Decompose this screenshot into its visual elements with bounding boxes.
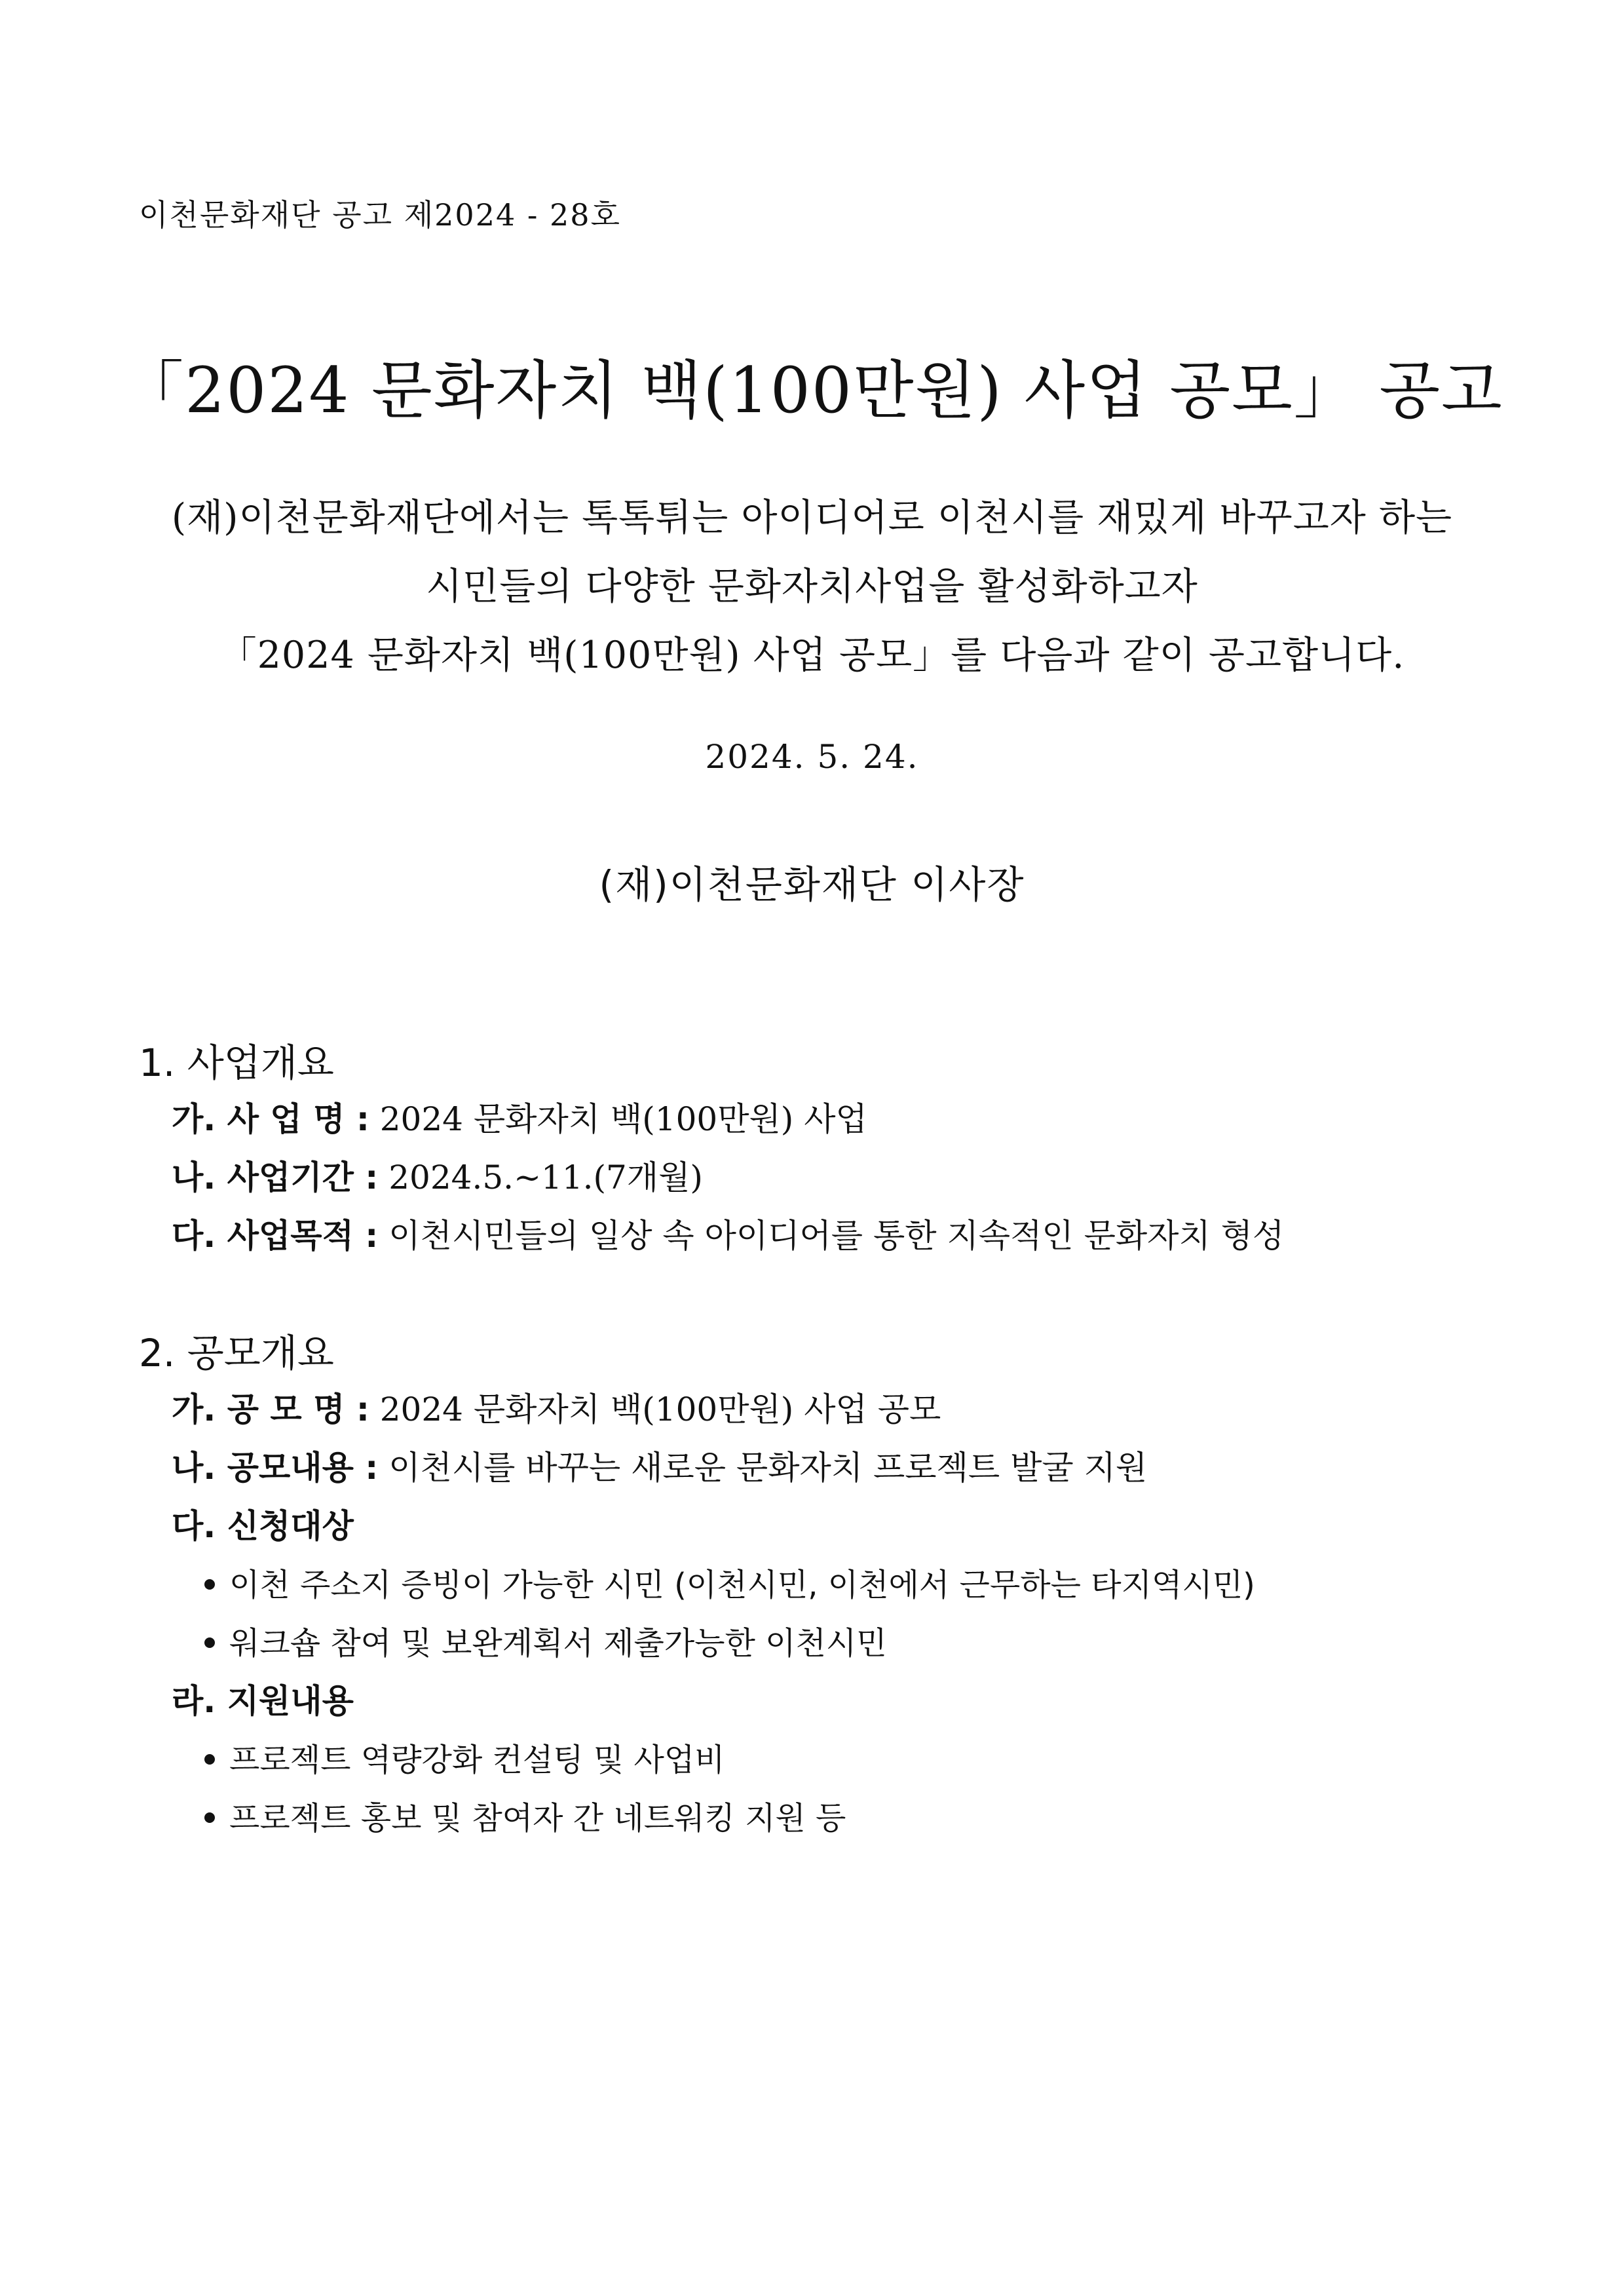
- notice-number: 이천문화재단 공고 제2024 - 28호: [139, 197, 621, 233]
- list-item: [139, 1789, 1515, 1847]
- item-value: 이천시민들의 일상 속 아이디어를 통한 지속적인 문화자치 형성: [388, 1217, 1285, 1255]
- item-value: 2024 문화자치 백(100만원) 사업: [379, 1100, 867, 1138]
- intro-line: 「2024 문화자치 백(100만원) 사업 공모」를 다음과 같이 공고합니다.: [219, 634, 1405, 677]
- bullet-icon: [204, 1579, 215, 1590]
- bullet-text: 이천 주소지 증빙이 가능한 시민 (이천시민, 이천에서 근무하는 타지역시민): [229, 1567, 1255, 1603]
- item-label: 나. 사업기간 :: [172, 1158, 379, 1196]
- overview-item: [139, 1090, 1515, 1149]
- list-item: [139, 1731, 1515, 1789]
- bullet-icon: [204, 1637, 215, 1648]
- intro-paragraph: [0, 484, 1624, 690]
- bullet-text: 프로젝트 홍보 및 참여자 간 네트워킹 지원 등: [229, 1800, 846, 1837]
- item-value: 이천시를 바꾸는 새로운 문화자치 프로젝트 발굴 지원: [388, 1449, 1148, 1487]
- item-value: 2024 문화자치 백(100만원) 사업 공모: [379, 1390, 941, 1428]
- contest-item: [139, 1381, 1515, 1439]
- document-title: 「2024 문화자치 백(100만원) 사업 공모」 공고: [121, 354, 1503, 427]
- item-value: 2024.5.~11.(7개월): [388, 1158, 703, 1196]
- item-label: 가. 사 업 명 :: [172, 1100, 369, 1138]
- notice-date: 2024. 5. 24.: [705, 738, 919, 776]
- overview-item: [139, 1149, 1515, 1207]
- item-label: 라. 지원내용: [172, 1682, 354, 1720]
- item-label: 가. 공 모 명 :: [172, 1390, 369, 1428]
- list-item: [139, 1614, 1515, 1672]
- overview-item: [139, 1207, 1515, 1265]
- bullet-text: 워크숍 참여 및 보완계획서 제출가능한 이천시민: [229, 1625, 887, 1662]
- list-item: [139, 1556, 1515, 1614]
- intro-line: (재)이천문화재단에서는 톡톡튀는 아이디어로 이천시를 재밌게 바꾸고자 하는: [171, 496, 1453, 539]
- item-label: 나. 공모내용 :: [172, 1449, 379, 1487]
- contest-item: [139, 1439, 1515, 1497]
- intro-line: 시민들의 다양한 문화자치사업을 활성화하고자: [426, 565, 1198, 608]
- section-business-overview: [139, 1035, 1515, 1265]
- bullet-icon: [204, 1812, 215, 1823]
- bullet-text: 프로젝트 역량강화 컨설팅 및 사업비: [229, 1742, 725, 1778]
- contest-item: [139, 1497, 1515, 1556]
- section-contest-overview: [139, 1326, 1515, 1847]
- section-heading: 2. 공모개요: [139, 1331, 334, 1375]
- item-label: 다. 사업목적 :: [172, 1217, 379, 1255]
- section-heading: 1. 사업개요: [139, 1041, 334, 1085]
- bullet-icon: [204, 1754, 215, 1765]
- item-label: 다. 신청대상: [172, 1507, 354, 1545]
- signer: (재)이천문화재단 이사장: [599, 862, 1025, 907]
- contest-item: [139, 1672, 1515, 1731]
